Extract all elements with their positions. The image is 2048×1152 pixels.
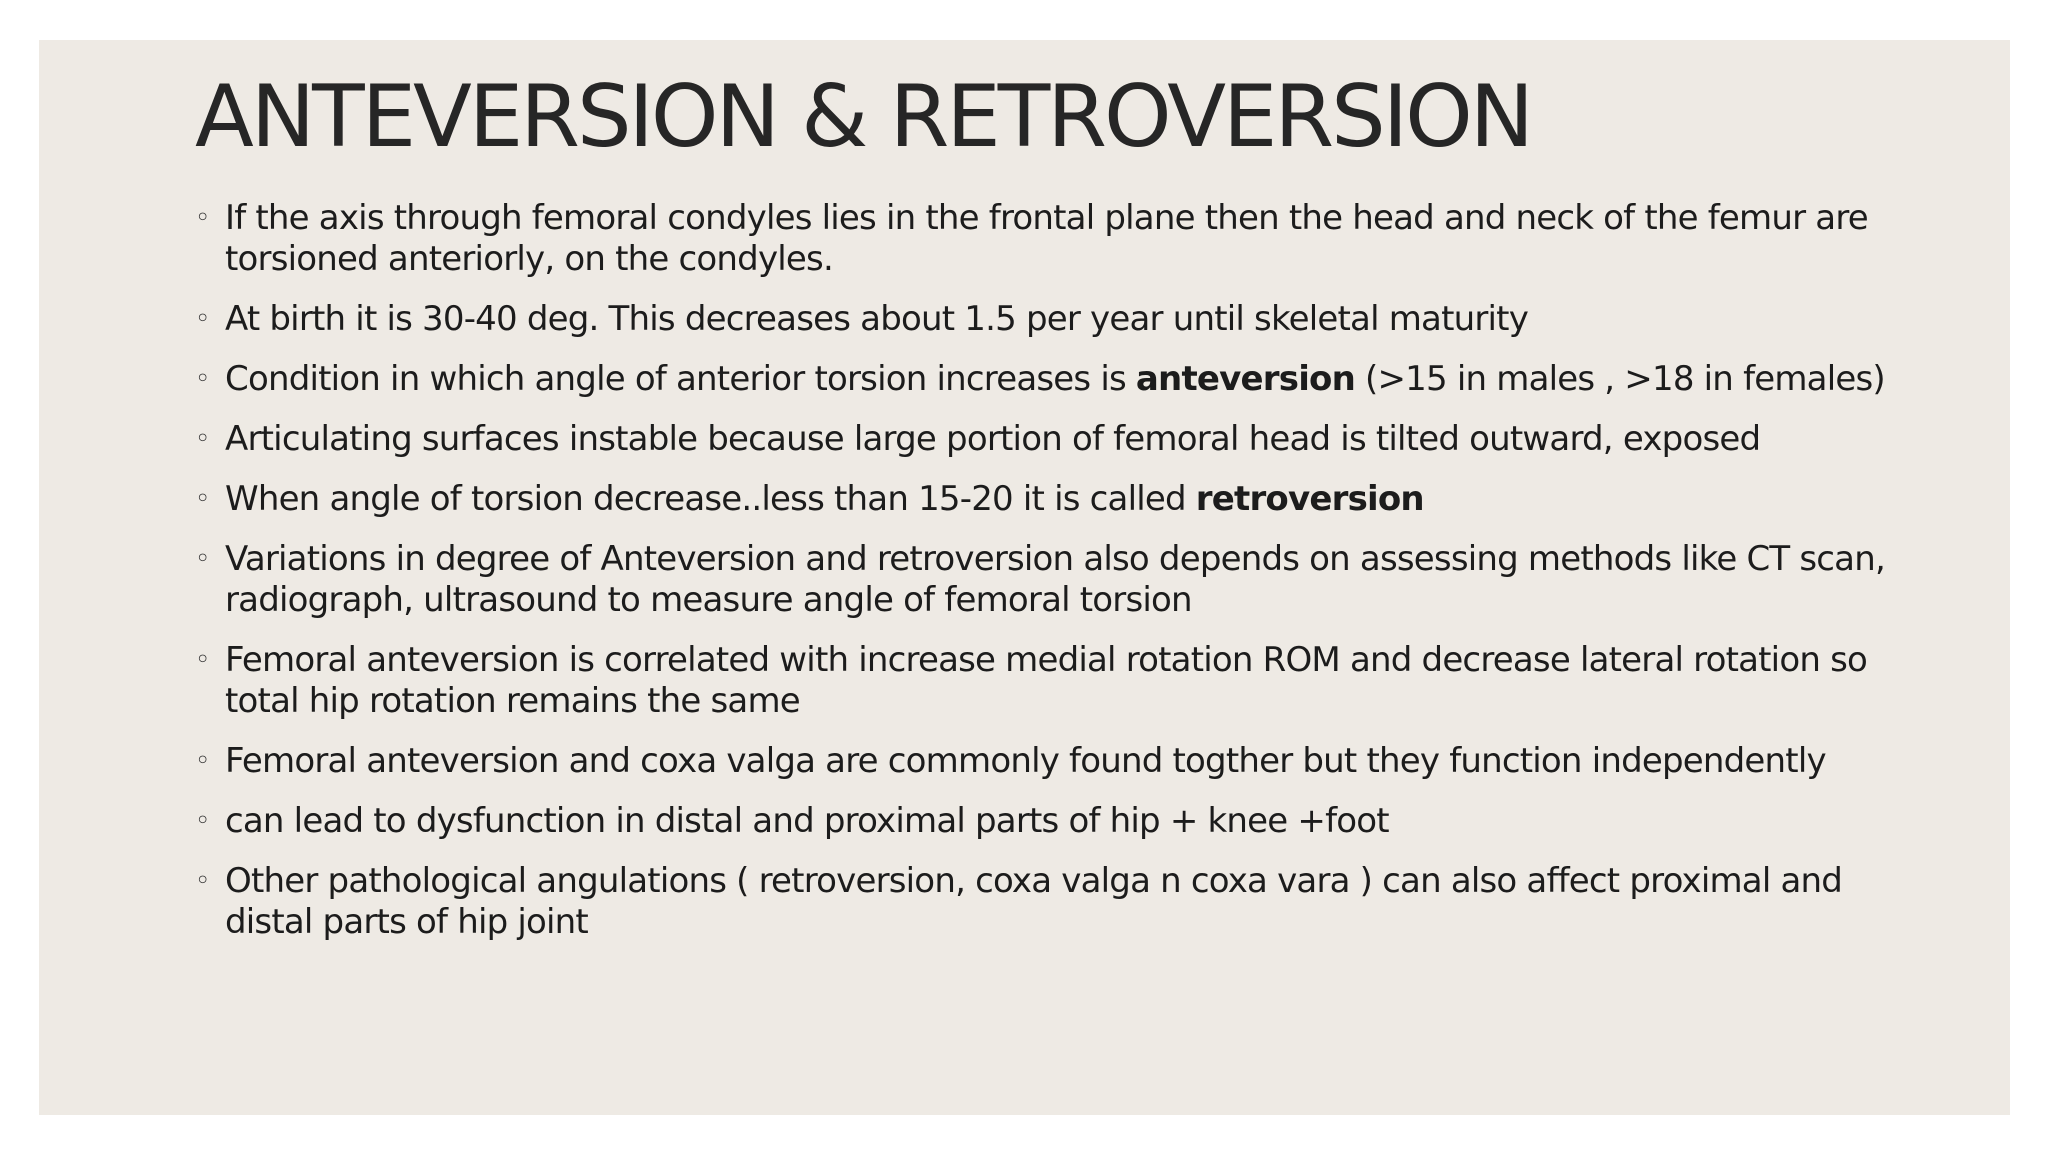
bullet-marker-icon: ◦ [195, 746, 210, 776]
bullet-item [195, 741, 1915, 782]
bullet-marker-icon: ◦ [195, 806, 210, 836]
bullet-marker-icon: ◦ [195, 544, 210, 574]
bullet-item [195, 299, 1915, 340]
bullet-marker-icon: ◦ [195, 364, 210, 394]
bullet-marker-icon: ◦ [195, 304, 210, 334]
bullet-bold-text: anteversion [1135, 359, 1356, 399]
bullet-item [195, 419, 1915, 460]
slide-title: ANTEVERSION & RETROVERSION [195, 67, 1532, 167]
bullet-item [195, 640, 1915, 722]
bullet-marker-icon: ◦ [195, 203, 210, 233]
bullet-item [195, 861, 1915, 943]
bullet-text: Variations in degree of Anteversion and retroversion also depends on assessing methods like CT scan, radiograph, ultrasound to measure angle of femoral torsion [225, 539, 1885, 620]
bullet-item [195, 539, 1915, 621]
bullet-item [195, 198, 1915, 280]
slide [39, 40, 2010, 1115]
bullet-text: Femoral anteversion is correlated with increase medial rotation ROM and decrease lateral rotation so total hip rotation remains the same [225, 640, 1867, 721]
bullet-text: When angle of torsion decrease..less than 15-20 it is called [225, 479, 1196, 519]
bullet-marker-icon: ◦ [195, 424, 210, 454]
bullet-item [195, 479, 1915, 520]
bullet-text: Condition in which angle of anterior torsion increases is [225, 359, 1136, 399]
bullet-text: can lead to dysfunction in distal and proximal parts of hip + knee +foot [225, 801, 1389, 841]
bullet-item [195, 359, 1915, 400]
bullet-bold-text: retroversion [1195, 479, 1424, 519]
bullet-text-after: (>15 in males , >18 in females) [1355, 359, 1885, 399]
bullet-list [195, 198, 1915, 962]
bullet-text: If the axis through femoral condyles lies in the frontal plane then the head and neck of the femur are torsioned anteriorly, on the condyles. [225, 198, 1868, 279]
bullet-text: Femoral anteversion and coxa valga are commonly found togther but they function independently [225, 741, 1826, 781]
bullet-text: Articulating surfaces instable because large portion of femoral head is tilted outward, exposed [225, 419, 1761, 459]
bullet-text: Other pathological angulations ( retroversion, coxa valga n coxa vara ) can also affect proximal and distal parts of hip joint [225, 861, 1843, 942]
bullet-marker-icon: ◦ [195, 484, 210, 514]
bullet-text: At birth it is 30-40 deg. This decreases about 1.5 per year until skeletal maturity [225, 299, 1529, 339]
bullet-marker-icon: ◦ [195, 866, 210, 896]
bullet-item [195, 801, 1915, 842]
bullet-marker-icon: ◦ [195, 645, 210, 675]
